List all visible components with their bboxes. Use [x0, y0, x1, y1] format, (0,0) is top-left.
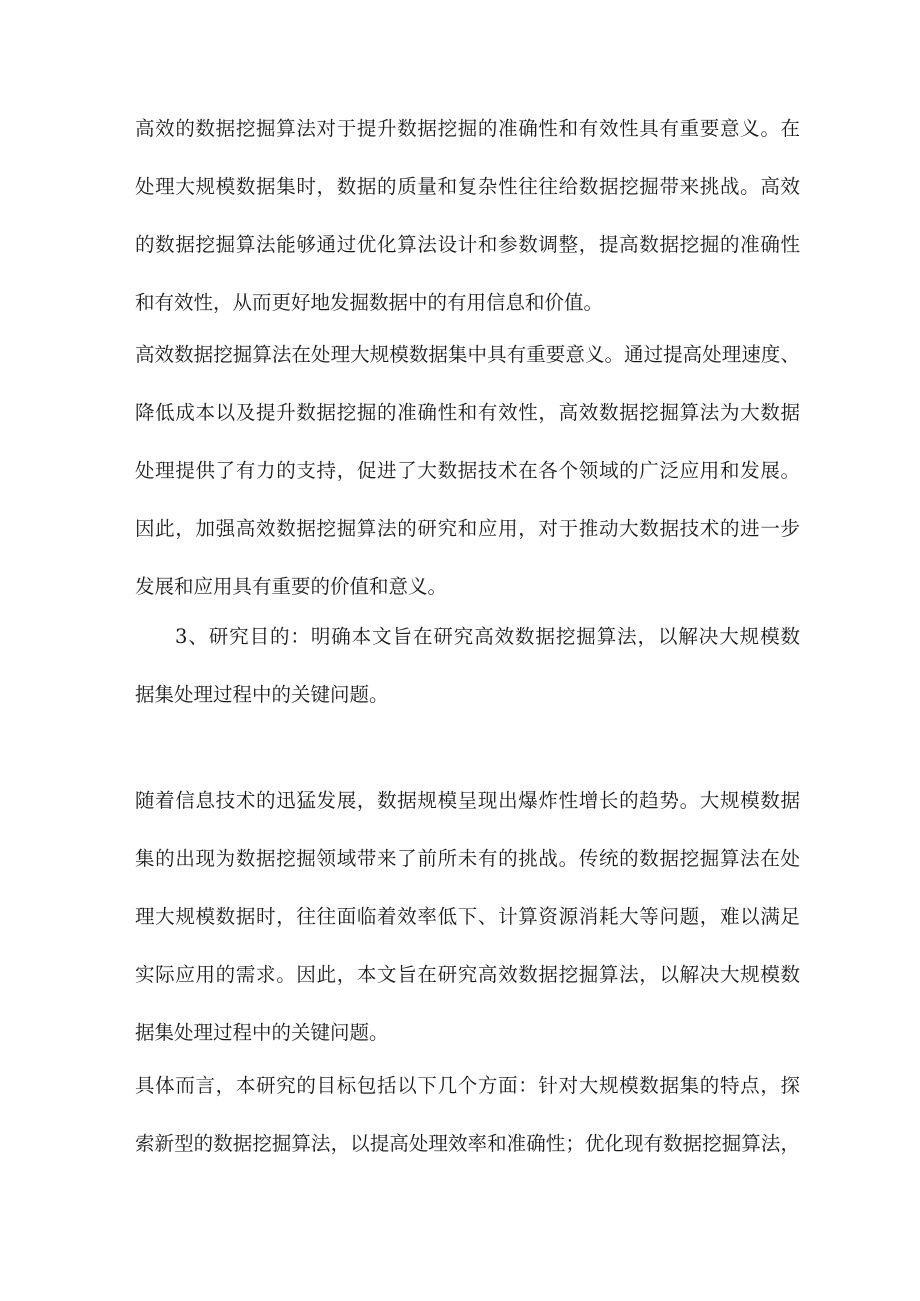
text-line: 因此，加强高效数据挖掘算法的研究和应用，对于推动大数据技术的进一步: [135, 517, 800, 540]
text-line: 随着信息技术的迅猛发展，数据规模呈现出爆炸性增长的趋势。大规模数据: [135, 789, 800, 812]
heading-line: 3、研究目的：明确本文旨在研究高效数据挖掘算法，以解决大规模数: [175, 625, 800, 648]
section-heading-research-purpose: [135, 608, 800, 724]
text-line: 高效的数据挖掘算法对于提升数据挖掘的准确性和有效性具有重要意义。在: [135, 117, 800, 140]
text-line: 发展和应用具有重要的价值和意义。: [135, 575, 448, 598]
text-line: 处理大规模数据集时，数据的质量和复杂性往往给数据挖掘带来挑战。高效: [135, 175, 800, 198]
text-line: 处理提供了有力的支持，促进了大数据技术在各个领域的广泛应用和发展。: [135, 459, 800, 482]
paragraph-importance-accuracy: [135, 100, 800, 332]
text-line: 索新型的数据挖掘算法，以提高处理效率和准确性；优化现有数据挖掘算法，: [135, 1132, 800, 1155]
text-line: 和有效性，从而更好地发掘数据中的有用信息和价值。: [135, 291, 604, 314]
paragraph-research-goals: [135, 1057, 800, 1173]
text-line: 据集处理过程中的关键问题。: [135, 1021, 389, 1044]
text-line: 具体而言，本研究的目标包括以下几个方面：针对大规模数据集的特点，探: [135, 1074, 800, 1097]
text-line: 集的出现为数据挖掘领域带来了前所未有的挑战。传统的数据挖掘算法在处: [135, 847, 800, 870]
paragraph-importance-summary: [135, 326, 800, 616]
heading-line: 据集处理过程中的关键问题。: [135, 683, 389, 706]
text-line: 降低成本以及提升数据挖掘的准确性和有效性，高效数据挖掘算法为大数据: [135, 401, 800, 424]
text-line: 高效数据挖掘算法在处理大规模数据集中具有重要意义。通过提高处理速度、: [135, 343, 800, 366]
text-line: 理大规模数据时，往往面临着效率低下、计算资源消耗大等问题，难以满足: [135, 905, 800, 928]
text-line: 的数据挖掘算法能够通过优化算法设计和参数调整，提高数据挖掘的准确性: [135, 233, 800, 256]
text-line: 实际应用的需求。因此，本文旨在研究高效数据挖掘算法，以解决大规模数: [135, 963, 800, 986]
paragraph-research-background: [135, 772, 800, 1062]
